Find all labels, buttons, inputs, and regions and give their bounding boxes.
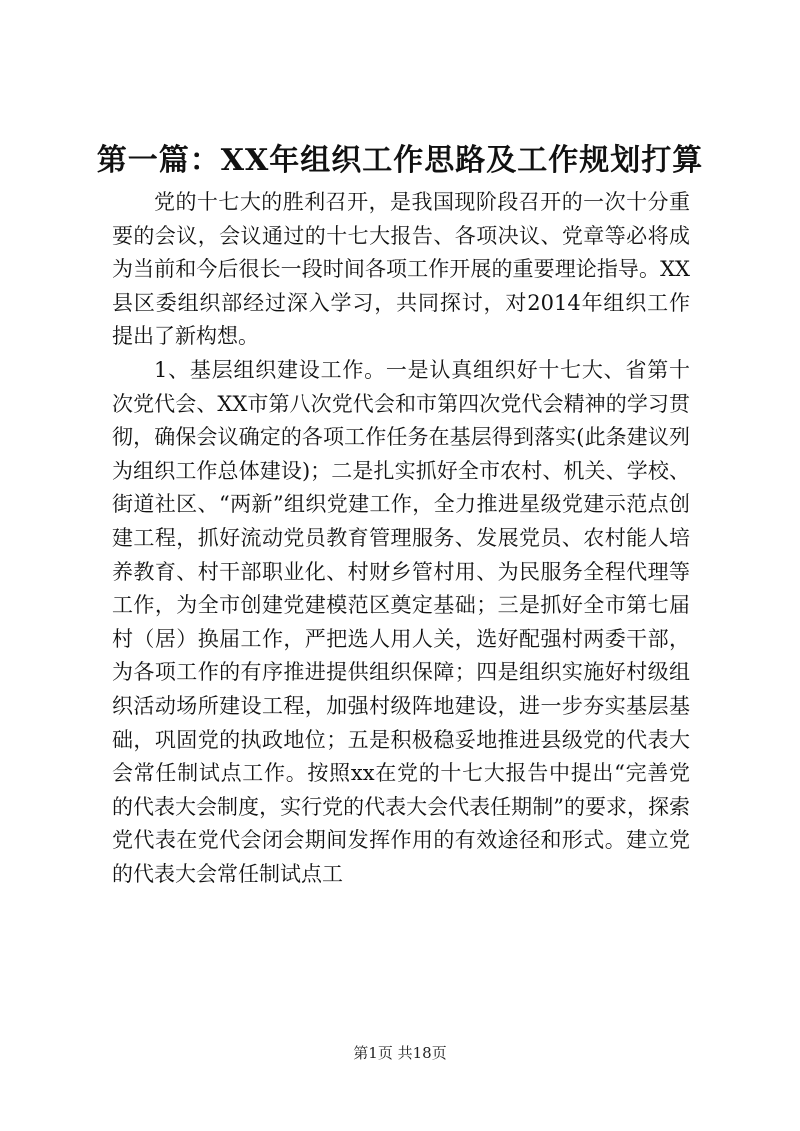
page-number-footer: 第1页 共18页 [353, 1044, 447, 1062]
paragraph-intro: 党的十七大的胜利召开，是我国现阶段召开的一次十分重要的会议，会议通过的十七大报告、各项决议、党章等必将成为当前和今后很长一段时间各项工作开展的重要理论指导。XX县区委组织部经过深入学习，共同探讨，对2014年组织工作提出了新构想。 [112, 190, 690, 349]
document-body [112, 186, 690, 891]
document-title: 第一篇：XX年组织工作思路及工作规划打算 [96, 143, 704, 178]
paragraph-grassroots-organization: 1、基层组织建设工作。一是认真组织好十七大、省第十次党代会、XX市第八次党代会和市第四次党代会精神的学习贯彻，确保会议确定的各项工作任务在基层得到落实(此条建议列为组织工作总体建设)；二是扎实抓好全市农村、机关、学校、街道社区、“两新”组织党建工作，全力推进星级党建示范点创建工程，抓好流动党员教育管理服务、发展党员、农村能人培养教育、村干部职业化、村财乡管村用、为民服务全程代理等工作，为全市创建党建模范区奠定基础；三是抓好全市第七届村（居）换届工作，严把选人用人关，选好配强村两委干部，为各项工作的有序推进提供组织保障；四是组织实施好村级组织活动场所建设工程，加强村级阵地建设，进一步夯实基层基础，巩固党的执政地位；五是积极稳妥地推进县级党的代表大会常任制试点工作。按照xx在党的十七大报告中提出“完善党的代表大会制度，实行党的代表大会代表任期制”的要求，探索党代表在党代会闭会期间发挥作用的有效途径和形式。建立党的代表大会常任制试点工 [112, 357, 690, 886]
